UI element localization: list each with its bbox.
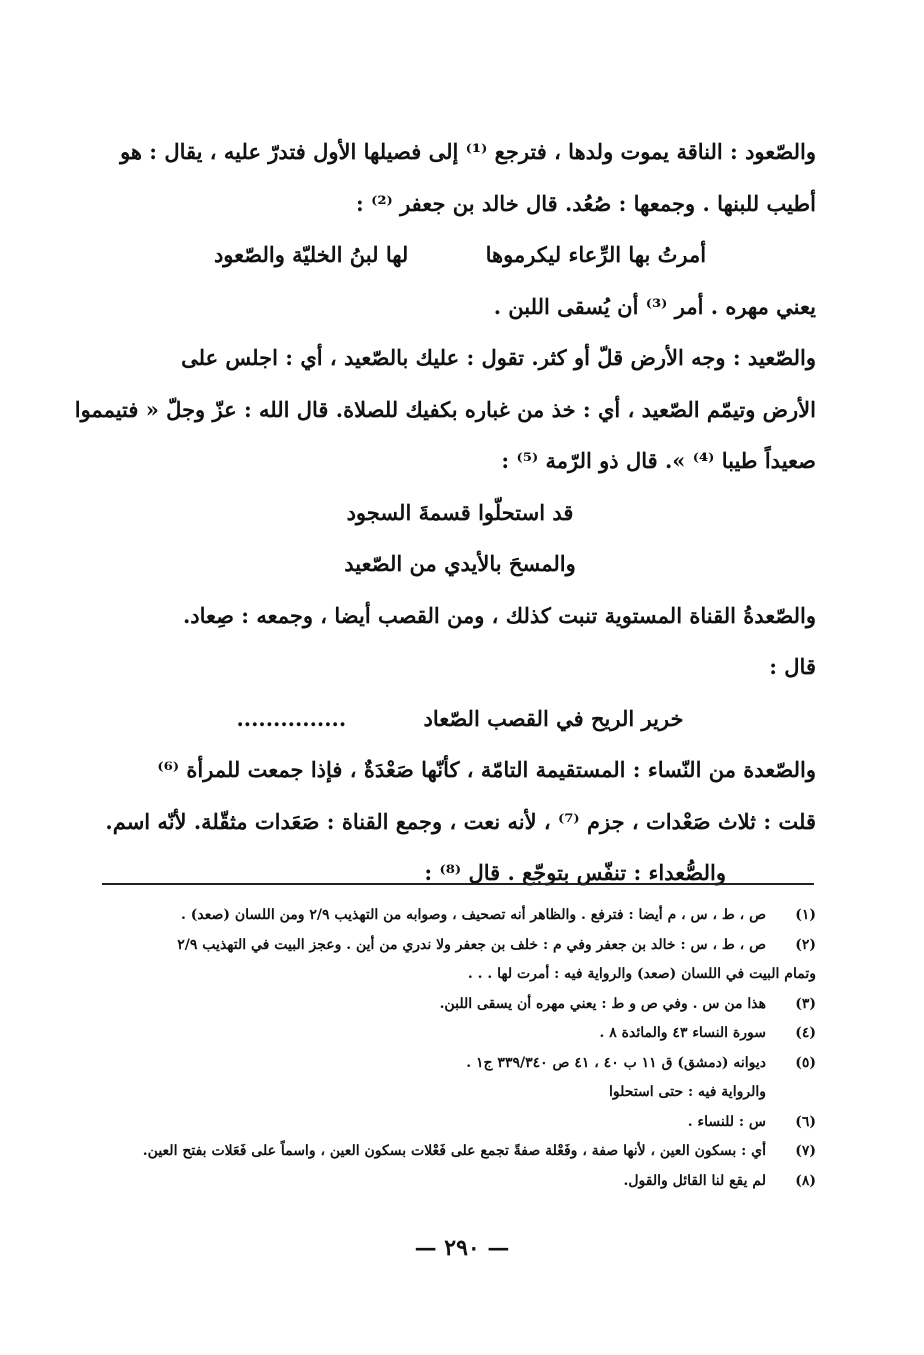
footnote-text: ص ، ط ، س : خالد بن جعفر وفي م : خلف بن جعفر ولا ندري من أين . وعجز البيت في التهذيب ٢/٩ [177,936,766,953]
footnote [104,1167,816,1197]
footnote [104,990,816,1020]
verse-hemistich: خرير الريح في القصب الصّعاد [423,705,684,731]
text-line: قال : [769,654,816,679]
verse-hemistich: لها لبنُ الخليّة والصّعود [213,242,409,267]
text-line: الأرض وتيمّم الصّعيد ، أي : خذ من غباره بكفيك للصلاة. قال الله : عزّ وجلّ « فتيمموا [74,396,816,422]
page-number: — ٢٩٠ — [414,1235,510,1261]
verse-line: قد استحلّوا قسمةَ السجود [346,499,574,525]
footnote-text: س : للنساء . [687,1113,766,1130]
footnote [104,1108,816,1138]
text-line: والصّعدة من النّساء : المستقيمة التامّة ، كأنّها صَعْدَةٌ ، فإذا جمعت للمرأة ⁽⁶⁾ [157,757,816,782]
footnote-number: (٨) [795,1172,816,1189]
verse-line [104,229,816,281]
footnote-number: (٢) [795,936,816,953]
footnote-number: (٦) [795,1113,816,1130]
footnote [104,931,816,961]
footnote-number: (٥) [795,1054,816,1071]
main-text [74,126,816,899]
footnote-text: هذا من س . وفي ص و ط : يعني مهره أن يسقى اللبن. [439,995,766,1012]
text-line: أطيب للبنها . وجمعها : صُعُد. قال خالد بن جعفر ⁽²⁾ : [356,190,816,216]
verse-hemistich: ............... [236,705,347,731]
verse-hemistich: أمرتُ بها الرِّعاء ليكرموها [485,242,707,267]
footnote-number: (٣) [795,995,816,1012]
footnote-text: والرواية فيه : حتى استحلوا [609,1084,766,1100]
footnotes [104,901,816,1196]
footnote-text: ص ، ط ، س ، م أيضا : فترفع . والظاهر أنه تصحيف ، وصوابه من التهذيب ٢/٩ ومن اللسان (صعد) . [181,907,766,923]
footnote [104,1137,816,1167]
footnote [104,901,816,931]
text-line: والصّعدةُ القناة المستوية تنبت كذلك ، ومن القصب أيضا ، وجمعه : صِعاد. [182,602,816,628]
footnote-text: ديوانه (دمشق) ق ١١ ب ٤٠ ، ٤١ ص ٣٣٩/٣٤٠ ج١ . [466,1054,766,1071]
verse-line: والمسحَ بالأيدي من الصّعيد [344,551,576,576]
text-line: صعيداً طيبا ⁽⁴⁾ ». قال ذو الرّمة ⁽⁵⁾ : [501,448,816,473]
verse-line [104,693,816,745]
footnote-text: وتمام البيت في اللسان (صعد) والرواية فيه : أمرت لها . . . [467,966,816,982]
text-line: والصّعيد : وجه الأرض قلّ أو كثر. تقول : عليك بالصّعيد ، أي : اجلس على [181,345,816,370]
text-line: والصُّعداء : تنفّس بتوجّع . قال ⁽⁸⁾ : [424,860,726,885]
footnote [104,1078,816,1108]
footnote-separator [102,883,814,885]
footnote-text: سورة النساء ٤٣ والمائدة ٨ . [599,1025,766,1041]
footnote-number: (١) [795,907,816,923]
footnote-number: (٤) [795,1025,816,1041]
text-line: يعني مهره . أمر ⁽³⁾ أن يُسقى اللبن . [493,293,816,319]
footnote [104,1019,816,1049]
footnote [104,1049,816,1079]
footnote [104,960,816,990]
footnote-number: (٧) [795,1143,816,1159]
footnote-text: أي : بسكون العين ، لأنها صفة ، وفَعْلة صفةً تجمع على فَعْلات بسكون العين ، واسماً على فَعَلات بفتح العين. [142,1143,766,1159]
footnote-text: لم يقع لنا القائل والقول. [623,1172,766,1189]
text-line: قلت : ثلاث صَعْدات ، جزم ⁽⁷⁾ ، لأنه نعت ، وجمع القناة : صَعَدات مثقّلة. لأنّه اسم. [105,808,816,834]
text-line: والصّعود : الناقة يموت ولدها ، فترجع ⁽¹⁾ إلى فصيلها الأول فتدرّ عليه ، يقال : هو [120,139,816,164]
